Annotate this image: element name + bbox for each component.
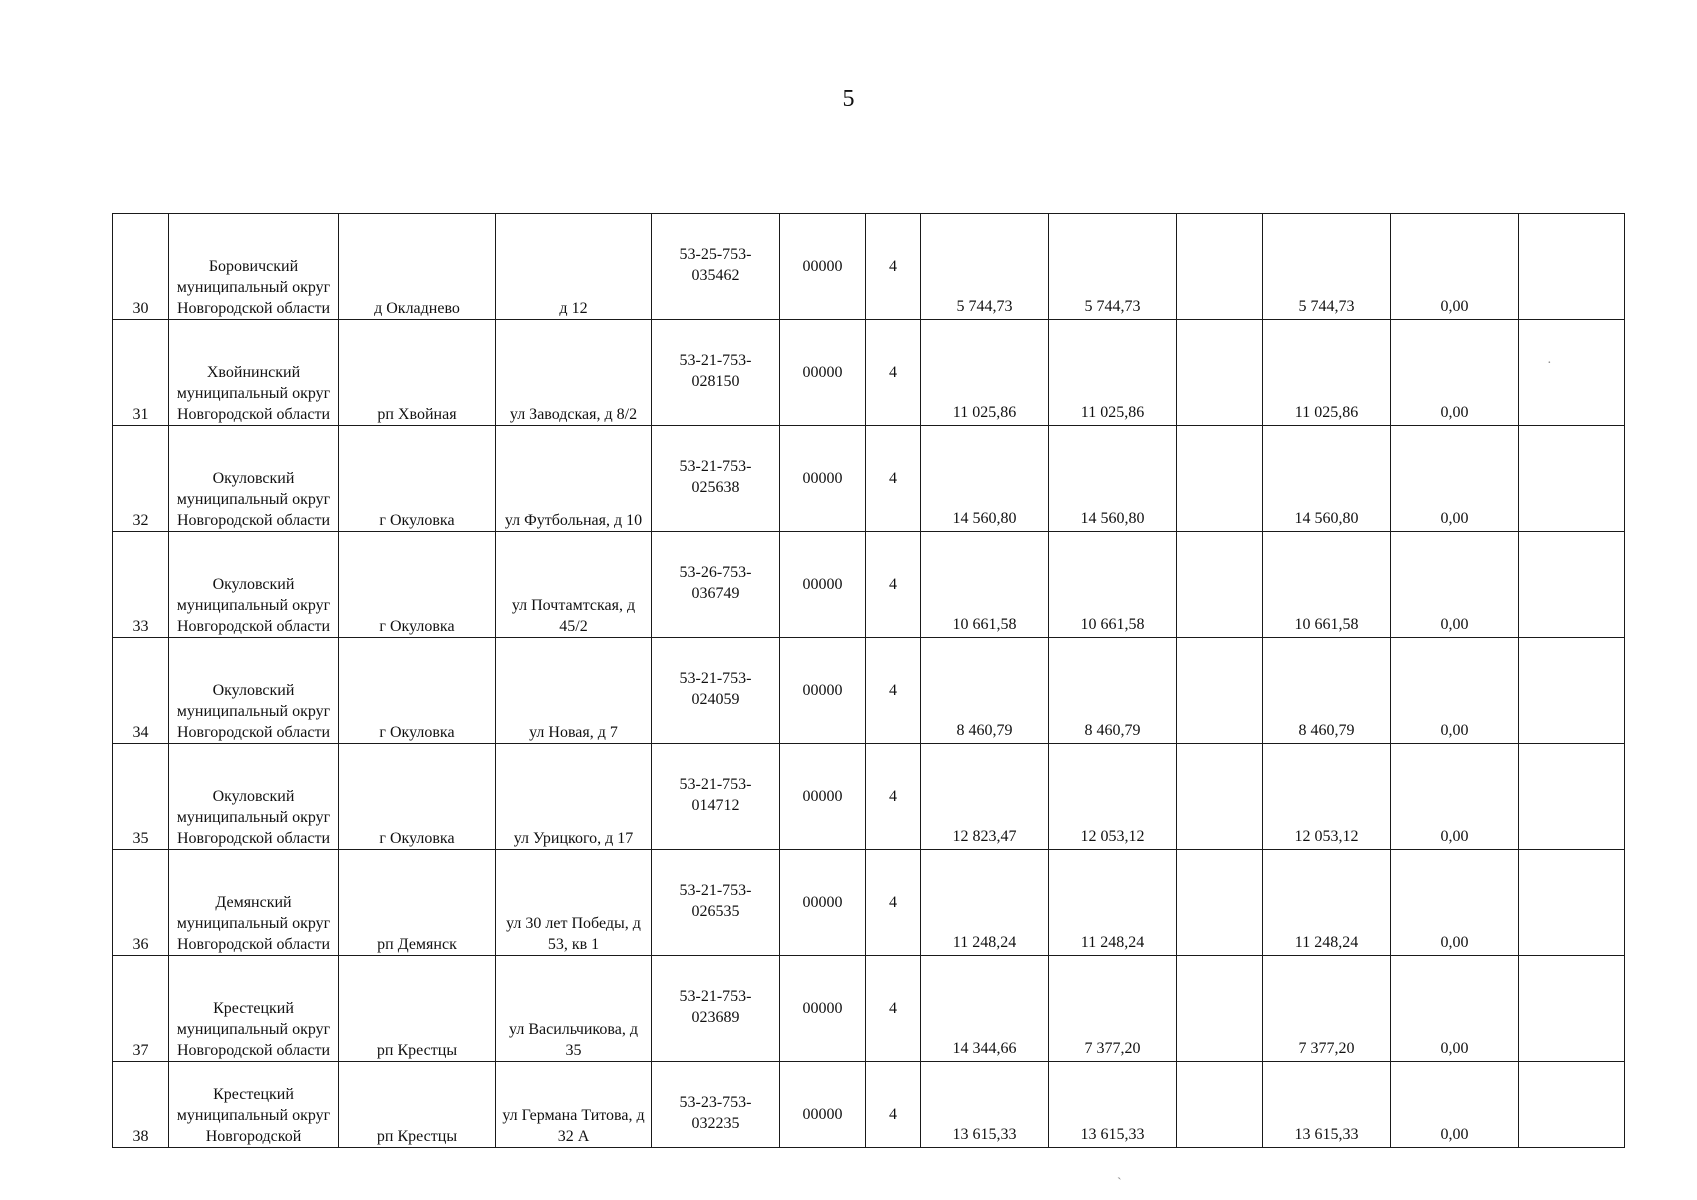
amount-paid-cell: 10 661,58 xyxy=(1263,532,1391,638)
data-table xyxy=(112,213,1625,1148)
amount-paid-cell: 13 615,33 xyxy=(1263,1062,1391,1148)
amount-balance-cell: 0,00 xyxy=(1391,1062,1519,1148)
locality-cell: рп Демянск xyxy=(339,850,496,956)
amount-approved-cell: 11 025,86 xyxy=(1049,320,1177,426)
amount-extra-cell xyxy=(1519,956,1625,1062)
table-row xyxy=(113,956,1625,1062)
locality-cell: д Окладнево xyxy=(339,214,496,320)
amount-total-cell: 10 661,58 xyxy=(921,532,1049,638)
category-cell: 4 xyxy=(866,532,921,638)
category-cell: 4 xyxy=(866,744,921,850)
amount-extra-cell xyxy=(1519,638,1625,744)
object-code-cell: 53-21-753-023689 xyxy=(652,956,780,1062)
table-row xyxy=(113,426,1625,532)
locality-cell: г Окуловка xyxy=(339,638,496,744)
amount-balance-cell: 0,00 xyxy=(1391,214,1519,320)
amount-empty-cell xyxy=(1177,744,1263,850)
amount-total-cell: 13 615,33 xyxy=(921,1062,1049,1148)
category-cell: 4 xyxy=(866,956,921,1062)
locality-cell: г Окуловка xyxy=(339,744,496,850)
page-number: 5 xyxy=(842,86,855,112)
scan-speck: ` xyxy=(1117,1176,1122,1191)
amount-balance-cell: 0,00 xyxy=(1391,426,1519,532)
object-code-cell: 53-21-753-028150 xyxy=(652,320,780,426)
zero-code-cell: 00000 xyxy=(780,1062,866,1148)
object-code-cell: 53-21-753-024059 xyxy=(652,638,780,744)
address-cell: ул Васильчикова, д 35 xyxy=(496,956,652,1062)
object-code-cell: 53-21-753-026535 xyxy=(652,850,780,956)
zero-code-cell: 00000 xyxy=(780,744,866,850)
district-cell: Крестецкий муниципальный округ Новгородской области xyxy=(169,956,339,1062)
amount-paid-cell: 5 744,73 xyxy=(1263,214,1391,320)
district-cell: Крестецкий муниципальный округ Новгородской xyxy=(169,1062,339,1148)
amount-paid-cell: 11 025,86 xyxy=(1263,320,1391,426)
district-cell: Окуловский муниципальный округ Новгородской области xyxy=(169,532,339,638)
row-number: 37 xyxy=(113,956,169,1062)
amount-balance-cell: 0,00 xyxy=(1391,532,1519,638)
category-cell: 4 xyxy=(866,214,921,320)
table-row xyxy=(113,850,1625,956)
address-cell: ул Почтамтская, д 45/2 xyxy=(496,532,652,638)
amount-empty-cell xyxy=(1177,320,1263,426)
zero-code-cell: 00000 xyxy=(780,532,866,638)
amount-approved-cell: 14 560,80 xyxy=(1049,426,1177,532)
amount-empty-cell xyxy=(1177,638,1263,744)
amount-paid-cell: 7 377,20 xyxy=(1263,956,1391,1062)
district-cell: Окуловский муниципальный округ Новгородской области xyxy=(169,638,339,744)
zero-code-cell: 00000 xyxy=(780,850,866,956)
amount-empty-cell xyxy=(1177,850,1263,956)
category-cell: 4 xyxy=(866,850,921,956)
table-row xyxy=(113,638,1625,744)
category-cell: 4 xyxy=(866,638,921,744)
zero-code-cell: 00000 xyxy=(780,320,866,426)
amount-empty-cell xyxy=(1177,1062,1263,1148)
amount-approved-cell: 7 377,20 xyxy=(1049,956,1177,1062)
object-code-cell: 53-21-753-014712 xyxy=(652,744,780,850)
amount-approved-cell: 8 460,79 xyxy=(1049,638,1177,744)
row-number: 38 xyxy=(113,1062,169,1148)
district-cell: Окуловский муниципальный округ Новгородской области xyxy=(169,426,339,532)
amount-balance-cell: 0,00 xyxy=(1391,956,1519,1062)
object-code-cell: 53-23-753-032235 xyxy=(652,1062,780,1148)
district-cell: Боровичский муниципальный округ Новгородской области xyxy=(169,214,339,320)
address-cell: ул Заводская, д 8/2 xyxy=(496,320,652,426)
amount-paid-cell: 8 460,79 xyxy=(1263,638,1391,744)
locality-cell: рп Хвойная xyxy=(339,320,496,426)
amount-paid-cell: 12 053,12 xyxy=(1263,744,1391,850)
amount-extra-cell xyxy=(1519,532,1625,638)
amount-empty-cell xyxy=(1177,532,1263,638)
amount-approved-cell: 13 615,33 xyxy=(1049,1062,1177,1148)
amount-total-cell: 11 248,24 xyxy=(921,850,1049,956)
category-cell: 4 xyxy=(866,426,921,532)
table-row xyxy=(113,744,1625,850)
amount-total-cell: 14 560,80 xyxy=(921,426,1049,532)
amount-extra-cell xyxy=(1519,850,1625,956)
district-cell: Хвойнинский муниципальный округ Новгородской области xyxy=(169,320,339,426)
object-code-cell: 53-25-753-035462 xyxy=(652,214,780,320)
address-cell: ул Урицкого, д 17 xyxy=(496,744,652,850)
table-row xyxy=(113,1062,1625,1148)
district-cell: Окуловский муниципальный округ Новгородской области xyxy=(169,744,339,850)
amount-total-cell: 5 744,73 xyxy=(921,214,1049,320)
amount-balance-cell: 0,00 xyxy=(1391,320,1519,426)
amount-approved-cell: 10 661,58 xyxy=(1049,532,1177,638)
address-cell: ул 30 лет Победы, д 53, кв 1 xyxy=(496,850,652,956)
address-cell: д 12 xyxy=(496,214,652,320)
zero-code-cell: 00000 xyxy=(780,426,866,532)
amount-balance-cell: 0,00 xyxy=(1391,744,1519,850)
amount-approved-cell: 5 744,73 xyxy=(1049,214,1177,320)
amount-empty-cell xyxy=(1177,214,1263,320)
object-code-cell: 53-21-753-025638 xyxy=(652,426,780,532)
address-cell: ул Футбольная, д 10 xyxy=(496,426,652,532)
zero-code-cell: 00000 xyxy=(780,214,866,320)
district-cell: Демянский муниципальный округ Новгородской области xyxy=(169,850,339,956)
address-cell: ул Германа Титова, д 32 А xyxy=(496,1062,652,1148)
zero-code-cell: 00000 xyxy=(780,638,866,744)
amount-extra-cell xyxy=(1519,214,1625,320)
amount-total-cell: 12 823,47 xyxy=(921,744,1049,850)
locality-cell: рп Крестцы xyxy=(339,1062,496,1148)
zero-code-cell: 00000 xyxy=(780,956,866,1062)
category-cell: 4 xyxy=(866,320,921,426)
table-body xyxy=(113,214,1625,1148)
row-number: 31 xyxy=(113,320,169,426)
row-number: 30 xyxy=(113,214,169,320)
object-code-cell: 53-26-753-036749 xyxy=(652,532,780,638)
row-number: 36 xyxy=(113,850,169,956)
amount-balance-cell: 0,00 xyxy=(1391,638,1519,744)
amount-empty-cell xyxy=(1177,426,1263,532)
locality-cell: рп Крестцы xyxy=(339,956,496,1062)
row-number: 33 xyxy=(113,532,169,638)
table-row xyxy=(113,532,1625,638)
table-row xyxy=(113,214,1625,320)
amount-extra-cell xyxy=(1519,426,1625,532)
locality-cell: г Окуловка xyxy=(339,532,496,638)
amount-balance-cell: 0,00 xyxy=(1391,850,1519,956)
address-cell: ул Новая, д 7 xyxy=(496,638,652,744)
amount-total-cell: 11 025,86 xyxy=(921,320,1049,426)
amount-approved-cell: 11 248,24 xyxy=(1049,850,1177,956)
amount-extra-cell xyxy=(1519,1062,1625,1148)
amount-total-cell: 8 460,79 xyxy=(921,638,1049,744)
amount-total-cell: 14 344,66 xyxy=(921,956,1049,1062)
amount-approved-cell: 12 053,12 xyxy=(1049,744,1177,850)
row-number: 32 xyxy=(113,426,169,532)
amount-paid-cell: 14 560,80 xyxy=(1263,426,1391,532)
category-cell: 4 xyxy=(866,1062,921,1148)
amount-extra-cell xyxy=(1519,320,1625,426)
row-number: 34 xyxy=(113,638,169,744)
amount-paid-cell: 11 248,24 xyxy=(1263,850,1391,956)
scan-speck: · xyxy=(1547,356,1552,371)
amount-empty-cell xyxy=(1177,956,1263,1062)
table-row xyxy=(113,320,1625,426)
amount-extra-cell xyxy=(1519,744,1625,850)
locality-cell: г Окуловка xyxy=(339,426,496,532)
row-number: 35 xyxy=(113,744,169,850)
